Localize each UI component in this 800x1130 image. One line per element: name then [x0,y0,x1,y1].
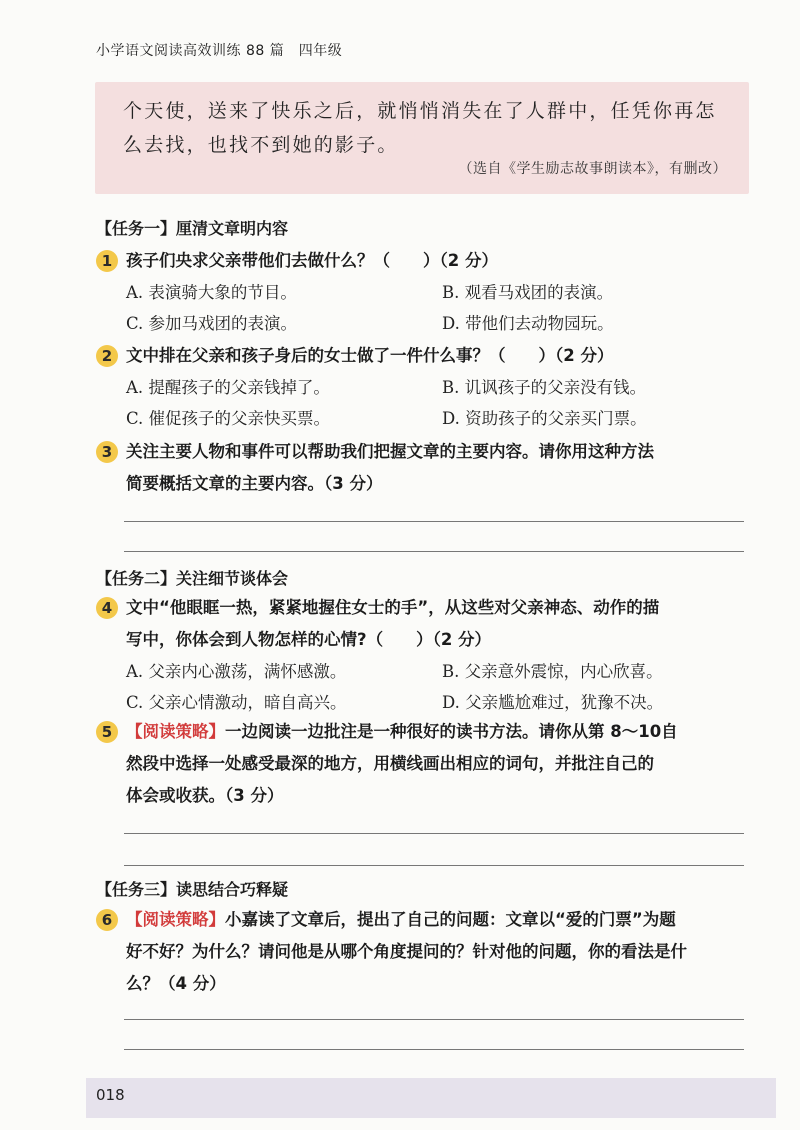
reading-strategy-tag: 【阅读策略】 [126,722,225,741]
section-task-1: 【任务一】厘清文章明内容 [96,219,289,238]
option-d[interactable]: D. 带他们去动物园玩。 [442,314,614,333]
option-b[interactable]: B. 讥讽孩子的父亲没有钱。 [442,378,647,397]
answer-line[interactable] [124,1049,744,1050]
book-header: 小学语文阅读高效训练 88 篇 四年级 [96,43,343,59]
option-b[interactable]: B. 观看马戏团的表演。 [442,283,614,302]
option-d[interactable]: D. 父亲尴尬难过，犹豫不决。 [442,693,664,712]
question-text-continued: 体会或收获。（3 分） [126,786,284,805]
options-group [126,277,756,339]
option-c[interactable]: C. 父亲心情激动，暗自高兴。 [126,693,347,712]
option-b[interactable]: B. 父亲意外震惊，内心欣喜。 [442,662,663,681]
question-text: 小嘉读了文章后，提出了自己的问题：文章以“爱的门票”为题 [225,910,676,929]
question-number-badge: 5 [96,721,118,743]
question-text: 关注主要人物和事件可以帮助我们把握文章的主要内容。请你用这种方法 [126,442,654,461]
question-number-badge: 1 [96,250,118,272]
question-1 [96,245,756,339]
question-3 [96,436,756,500]
answer-line[interactable] [124,865,744,866]
question-text: 文中排在父亲和孩子身后的女士做了一件什么事？（ ）（2 分） [126,346,614,365]
question-text: 文中“他眼眶一热，紧紧地握住女士的手”，从这些对父亲神态、动作的描 [126,598,660,617]
passage-source: （选自《学生励志故事朗读本》，有删改） [458,161,727,177]
options-group [126,656,756,718]
section-task-3: 【任务三】读思结合巧释疑 [96,880,289,899]
option-a[interactable]: A. 父亲内心激荡，满怀感激。 [126,662,347,681]
question-number-badge: 6 [96,909,118,931]
option-c[interactable]: C. 催促孩子的父亲快买票。 [126,409,331,428]
question-text: 一边阅读一边批注是一种很好的读书方法。请你从第 8～10自 [225,722,678,741]
question-text-continued: 然段中选择一处感受最深的地方，用横线画出相应的词句，并批注自己的 [126,754,654,773]
question-6 [96,904,756,1000]
question-text-continued: 好不好？为什么？请问他是从哪个角度提问的？针对他的问题，你的看法是什 [126,942,687,961]
question-2 [96,340,756,434]
question-5 [96,716,756,812]
answer-line[interactable] [124,833,744,834]
passage-excerpt [95,82,749,194]
reading-strategy-tag: 【阅读策略】 [126,910,225,929]
answer-line[interactable] [124,1019,744,1020]
question-text-continued: 么？（4 分） [126,974,226,993]
question-number-badge: 3 [96,441,118,463]
question-number-badge: 2 [96,345,118,367]
section-task-2: 【任务二】关注细节谈体会 [96,569,289,588]
question-text-continued: 写中，你体会到人物怎样的心情?（ ）（2 分） [126,630,492,649]
question-number-badge: 4 [96,597,118,619]
answer-line[interactable] [124,521,744,522]
option-c[interactable]: C. 参加马戏团的表演。 [126,314,298,333]
option-a[interactable]: A. 提醒孩子的父亲钱掉了。 [126,378,330,397]
question-text-continued: 简要概括文章的主要内容。（3 分） [126,474,383,493]
question-4 [96,592,756,718]
page-number: 018 [96,1086,125,1104]
passage-text: 个天使，送来了快乐之后，就悄悄消失在了人群中，任凭你再怎么去找，也找不到她的影子。 [123,100,717,156]
page-footer-band [86,1078,776,1118]
question-text: 孩子们央求父亲带他们去做什么？（ ）（2 分） [126,251,498,270]
option-a[interactable]: A. 表演骑大象的节目。 [126,283,297,302]
answer-line[interactable] [124,551,744,552]
option-d[interactable]: D. 资助孩子的父亲买门票。 [442,409,647,428]
options-group [126,372,756,434]
